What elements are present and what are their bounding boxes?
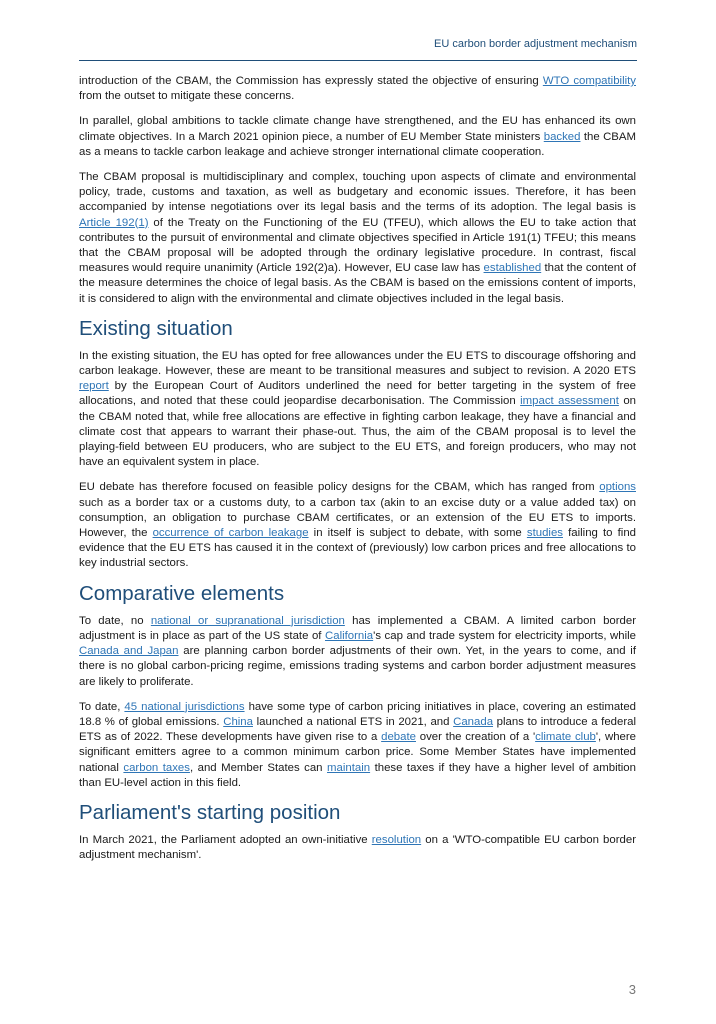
text: by the European Court of Auditors underlined the need for better targeting in the system of free allocations, and noted that these could jeopardise decarbonisation. The Commission bbox=[79, 380, 636, 408]
heading-existing-situation: Existing situation bbox=[79, 316, 233, 340]
text: these taxes if they have a higher level of ambition than EU-level action in this field. bbox=[79, 761, 636, 789]
text: In March 2021, the Parliament adopted an own-initiative bbox=[79, 833, 372, 846]
link-45-national-jurisdictions[interactable]: 45 national jurisdictions bbox=[124, 700, 245, 713]
link-established[interactable]: established bbox=[483, 262, 542, 275]
paragraph-debate bbox=[79, 480, 636, 571]
link-studies[interactable]: studies bbox=[526, 527, 563, 540]
text: In the existing situation, the EU has opted for free allowances under the EU ETS to discourage offshoring and carbon leakage. However, these are meant to be transitional measures and subject to revision. A 2020 ETS bbox=[79, 349, 636, 378]
paragraph-ambitions bbox=[79, 114, 636, 160]
link-occurrence-of-carbon-leakage[interactable]: occurrence of carbon leakage bbox=[152, 527, 309, 540]
link-options[interactable]: options bbox=[599, 481, 636, 494]
text: To date, no bbox=[79, 614, 151, 627]
link-canada[interactable]: Canada bbox=[453, 715, 494, 728]
link-article-192[interactable]: Article 192(1) bbox=[79, 216, 149, 229]
text: , and Member States can bbox=[189, 761, 328, 774]
page-number: 3 bbox=[628, 982, 636, 997]
text: that the content of the measure determines the choice of legal basis. As the CBAM is based on the emissions content of imports, it is considered to align with the environmental and climate objectives included in the legal basis. bbox=[79, 262, 637, 305]
text: from the outset to mitigate these concerns. bbox=[79, 90, 295, 103]
text: failing to find evidence that the EU ETS has caused it in the context of (previously) low carbon prices and free allocations to key industrial sectors. bbox=[79, 527, 637, 570]
paragraph-existing bbox=[79, 349, 636, 471]
text: In parallel, global ambitions to tackle climate change have strengthened, and the EU has enhanced its own climate objectives. In a March 2021 opinion piece, a number of EU Member State ministers bbox=[79, 115, 636, 143]
text: has implemented a CBAM. A limited carbon border adjustment is in place as part of the US state of bbox=[79, 614, 636, 642]
text: on a 'WTO-compatible EU carbon border adjustment mechanism'. bbox=[79, 833, 636, 862]
text: have some type of carbon pricing initiatives in place, covering an estimated 18.8 % of global emissions. bbox=[79, 700, 636, 728]
text: on the CBAM noted that, while free allocations are effective in fighting carbon leakage, they have a financial and climate cost that appears to warrant their phase-out. Thus, the aim of the CBAM proposal is to level the playing-field between EU producers, who are subject to the EU ETS, and foreign producers, who may not have an equivalent system in place. bbox=[79, 395, 636, 469]
link-debate[interactable]: debate bbox=[381, 731, 416, 744]
paragraph-legal-basis bbox=[79, 170, 636, 307]
text: To date, bbox=[79, 700, 125, 713]
page-header bbox=[79, 0, 637, 60]
text: over the creation of a ' bbox=[415, 731, 536, 744]
text: in itself is subject to debate, with some bbox=[308, 527, 527, 540]
paragraph-comparative-2 bbox=[79, 700, 636, 791]
link-maintain[interactable]: maintain bbox=[327, 761, 371, 774]
paragraph-wto bbox=[79, 74, 636, 104]
document-body bbox=[79, 74, 636, 873]
text: ', where significant emitters agree to a common minimum carbon price. Some Member States have implemented national bbox=[79, 731, 637, 774]
link-impact-assessment[interactable]: impact assessment bbox=[520, 395, 619, 408]
link-california[interactable]: California bbox=[325, 629, 374, 642]
link-climate-club[interactable]: climate club bbox=[535, 731, 596, 744]
link-wto-compatibility[interactable]: WTO compatibility bbox=[542, 75, 636, 87]
link-canada-and-japan[interactable]: Canada and Japan bbox=[79, 645, 179, 658]
link-report[interactable]: report bbox=[79, 380, 109, 393]
header-rule bbox=[79, 60, 637, 61]
text: launched a national ETS in 2021, and bbox=[252, 715, 454, 728]
paragraph-parliament bbox=[79, 833, 636, 863]
text: introduction of the CBAM, the Commission has expressly stated the objective of ensuring bbox=[79, 75, 543, 87]
text: the CBAM as a means to tackle carbon leakage and achieve stronger international climate cooperation. bbox=[79, 130, 636, 158]
text: are planning carbon border adjustments of their own. Yet, in the years to come, and if there is no global carbon-pricing regime, emissions trading systems and carbon border adjustment measures are likely to proliferate. bbox=[79, 645, 636, 688]
link-backed[interactable]: backed bbox=[543, 130, 581, 143]
text: such as a border tax or a customs duty, to a carbon tax (akin to an excise duty or a value added tax) on consumption, an obligation to purchase CBAM certificates, or an extension of the EU ETS to imports. However, the bbox=[79, 496, 636, 540]
heading-comparative-elements: Comparative elements bbox=[79, 581, 285, 605]
text: of the Treaty on the Functioning of the EU (TFEU), which allows the EU to take action that contributes to the pursuit of environmental and climate objectives specified in Article 191(1) TFEU; this means that the CBAM proposal will be adopted through the ordinary legislative procedure. In contrast, fiscal measures would require unanimity (Article 192(2)a). However, EU case law has bbox=[79, 216, 636, 275]
link-china[interactable]: China bbox=[223, 715, 253, 728]
paragraph-comparative-1 bbox=[79, 614, 636, 690]
running-title: EU carbon border adjustment mechanism bbox=[434, 38, 637, 50]
heading-parliament-position: Parliament's starting position bbox=[79, 800, 341, 824]
text: EU debate has therefore focused on feasible policy designs for the CBAM, which has ranged from bbox=[79, 481, 600, 494]
text: plans to introduce a federal ETS as of 2022. These developments have given rise to a bbox=[79, 715, 636, 744]
text: 's cap and trade system for electricity imports, while bbox=[373, 629, 636, 642]
link-national-jurisdiction[interactable]: national or supranational jurisdiction bbox=[150, 614, 345, 627]
link-carbon-taxes[interactable]: carbon taxes bbox=[123, 761, 190, 774]
text: The CBAM proposal is multidisciplinary and complex, touching upon aspects of climate and environmental policy, trade, customs and taxation, as well as budgetary and economic issues. Therefore, it has been accompanied by intense negotiations over its legal basis and the terms of its adoption. The legal basis is bbox=[79, 171, 636, 214]
link-resolution[interactable]: resolution bbox=[371, 833, 422, 846]
